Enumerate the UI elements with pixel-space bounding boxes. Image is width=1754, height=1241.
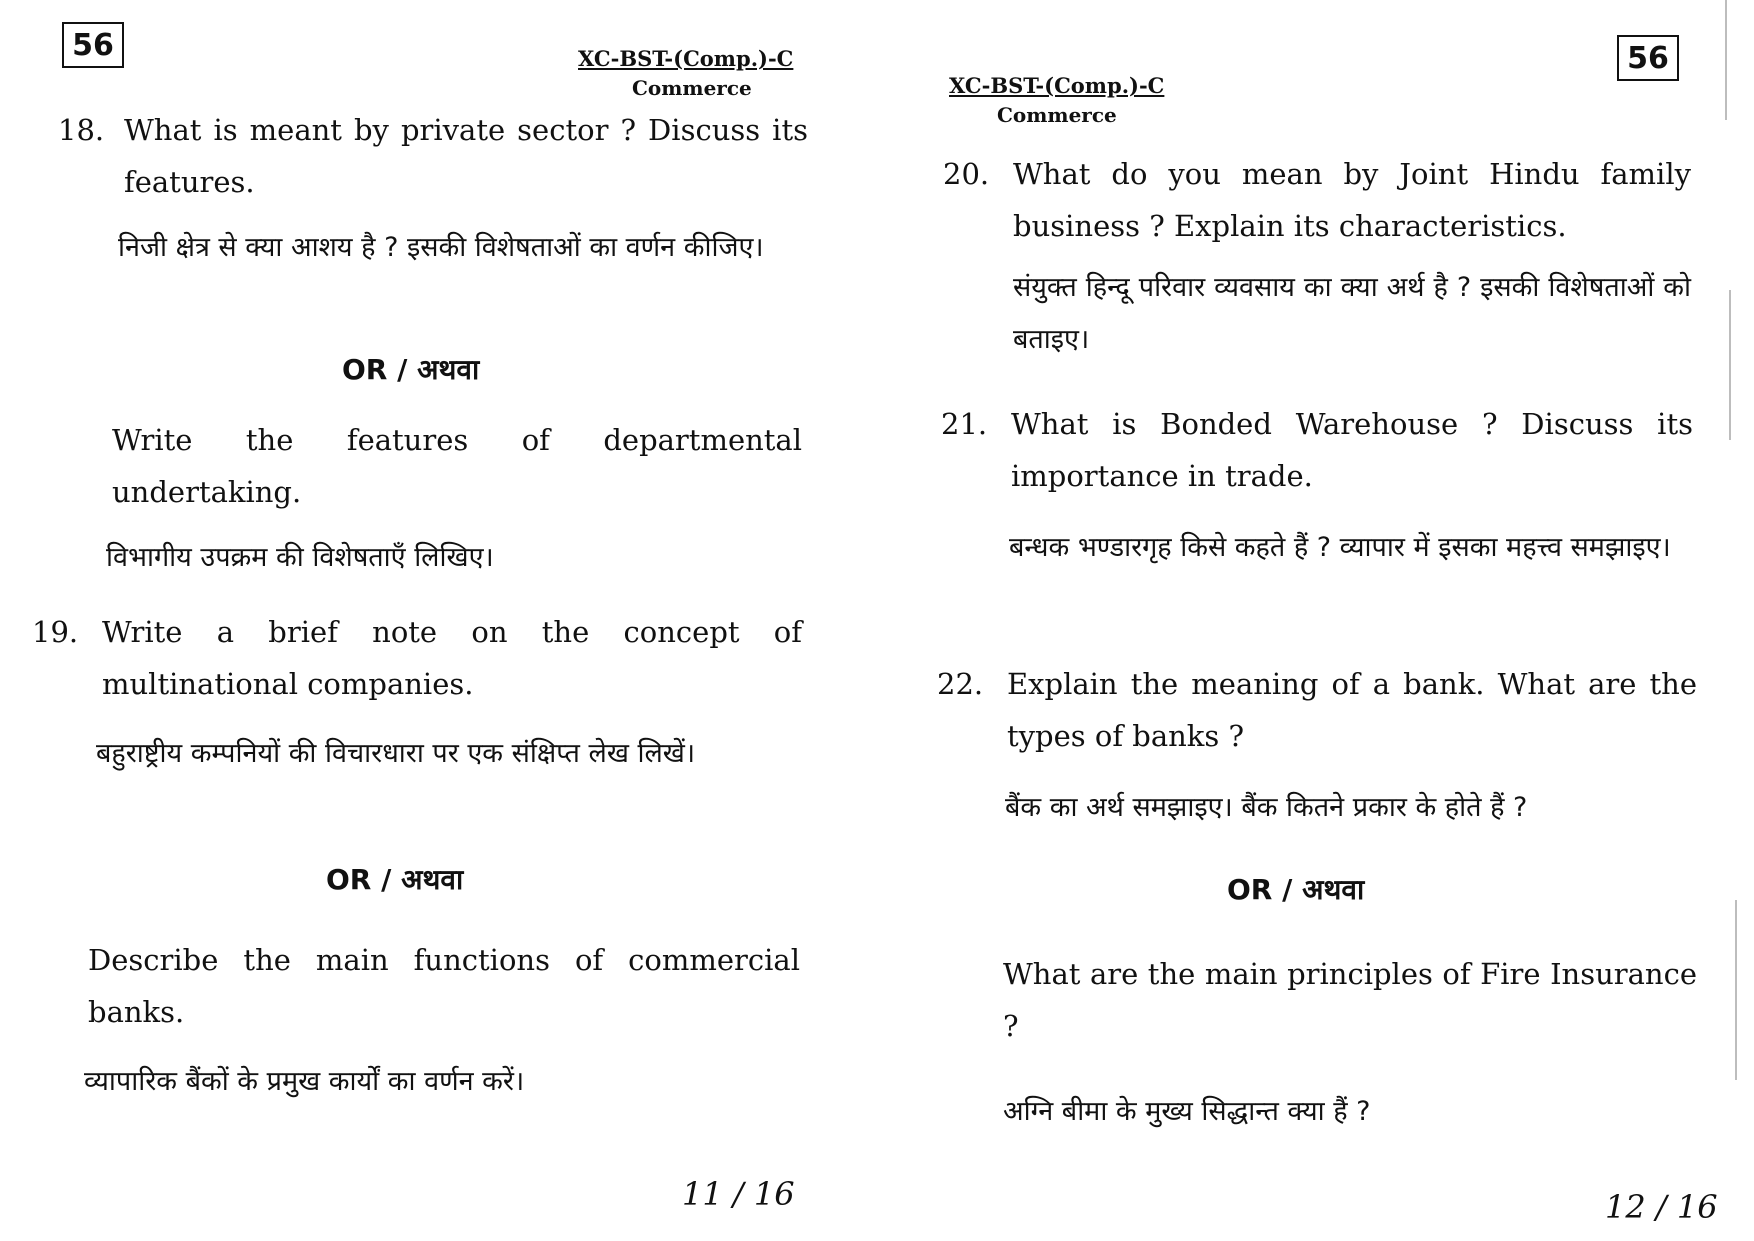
right-subject: Commerce [997, 103, 1117, 127]
question-22-alternative-hindi: अग्नि बीमा के मुख्य सिद्धान्त क्या हैं ? [1003, 1096, 1371, 1127]
question-19-english: Write a brief note on the concept of multinational companies. [102, 615, 802, 701]
question-18-english: What is meant by private sector ? Discuss its features. [124, 113, 808, 199]
question-20-hindi: संयुक्त हिन्दू परिवार व्यवसाय का क्या अर्थ है ? इसकी विशेषताओं को बताइए। [1013, 272, 1691, 355]
question-21-english: What is Bonded Warehouse ? Discuss its importance in trade. [1011, 407, 1693, 493]
left-paper-code: XC-BST-(Comp.)-C [578, 46, 794, 71]
right-paper-code: XC-BST-(Comp.)-C [949, 73, 1165, 98]
right-page-number: 12 / 16 [1605, 1188, 1718, 1226]
question-22-alternative-english [1003, 948, 1697, 1052]
question-19-or-label: OR / अथवा [326, 863, 464, 896]
question-19-alternative-hindi: व्यापारिक बैंकों के प्रमुख कार्यों का वर्णन करें। [84, 1066, 525, 1097]
question-22-alternative-english-text: What are the main principles of Fire Insurance ? [1003, 957, 1697, 1043]
question-18 [58, 104, 808, 208]
scan-edge-mark-bottom [1735, 900, 1737, 1080]
question-19-alternative-english-text: Describe the main functions of commercial banks. [88, 943, 800, 1029]
question-22 [937, 658, 1697, 762]
question-20-number: 20. [943, 157, 990, 191]
question-21 [941, 398, 1693, 502]
question-19-number: 19. [32, 615, 79, 649]
question-18-or-label: OR / अथवा [342, 353, 480, 386]
scan-edge-mark-top [1725, 0, 1727, 120]
question-22-number: 22. [937, 667, 984, 701]
scan-edge-mark-middle [1729, 290, 1731, 440]
question-22-hindi: बैंक का अर्थ समझाइए। बैंक कितने प्रकार के होते हैं ? [1005, 792, 1528, 823]
left-box-number: 56 [62, 22, 124, 68]
question-18-alternative-hindi: विभागीय उपक्रम की विशेषताएँ लिखिए। [106, 542, 494, 573]
question-20-english: What do you mean by Joint Hindu family business ? Explain its characteristics. [1013, 157, 1691, 243]
question-19-alternative-english [88, 934, 800, 1038]
question-19 [32, 606, 802, 710]
question-22-english: Explain the meaning of a bank. What are the types of banks ? [1007, 667, 1697, 753]
question-21-hindi: बन्धक भण्डारगृह किसे कहते हैं ? व्यापार में इसका महत्त्व समझाइए। [1009, 532, 1671, 563]
question-18-alternative-english-text: Write the features of departmental undertaking. [112, 423, 802, 509]
question-18-number: 18. [58, 113, 105, 147]
left-page-number: 11 / 16 [682, 1175, 795, 1213]
question-18-alternative-english [112, 414, 802, 518]
question-18-hindi: निजी क्षेत्र से क्या आशय है ? इसकी विशेषताओं का वर्णन कीजिए। [118, 232, 764, 263]
left-subject: Commerce [632, 76, 752, 100]
question-21-number: 21. [941, 407, 988, 441]
right-page [877, 0, 1754, 1241]
question-20 [943, 148, 1691, 252]
question-19-hindi: बहुराष्ट्रीय कम्पनियों की विचारधारा पर एक संक्षिप्त लेख लिखें। [96, 738, 696, 769]
question-22-or-label: OR / अथवा [1227, 873, 1365, 906]
right-box-number: 56 [1617, 35, 1679, 81]
